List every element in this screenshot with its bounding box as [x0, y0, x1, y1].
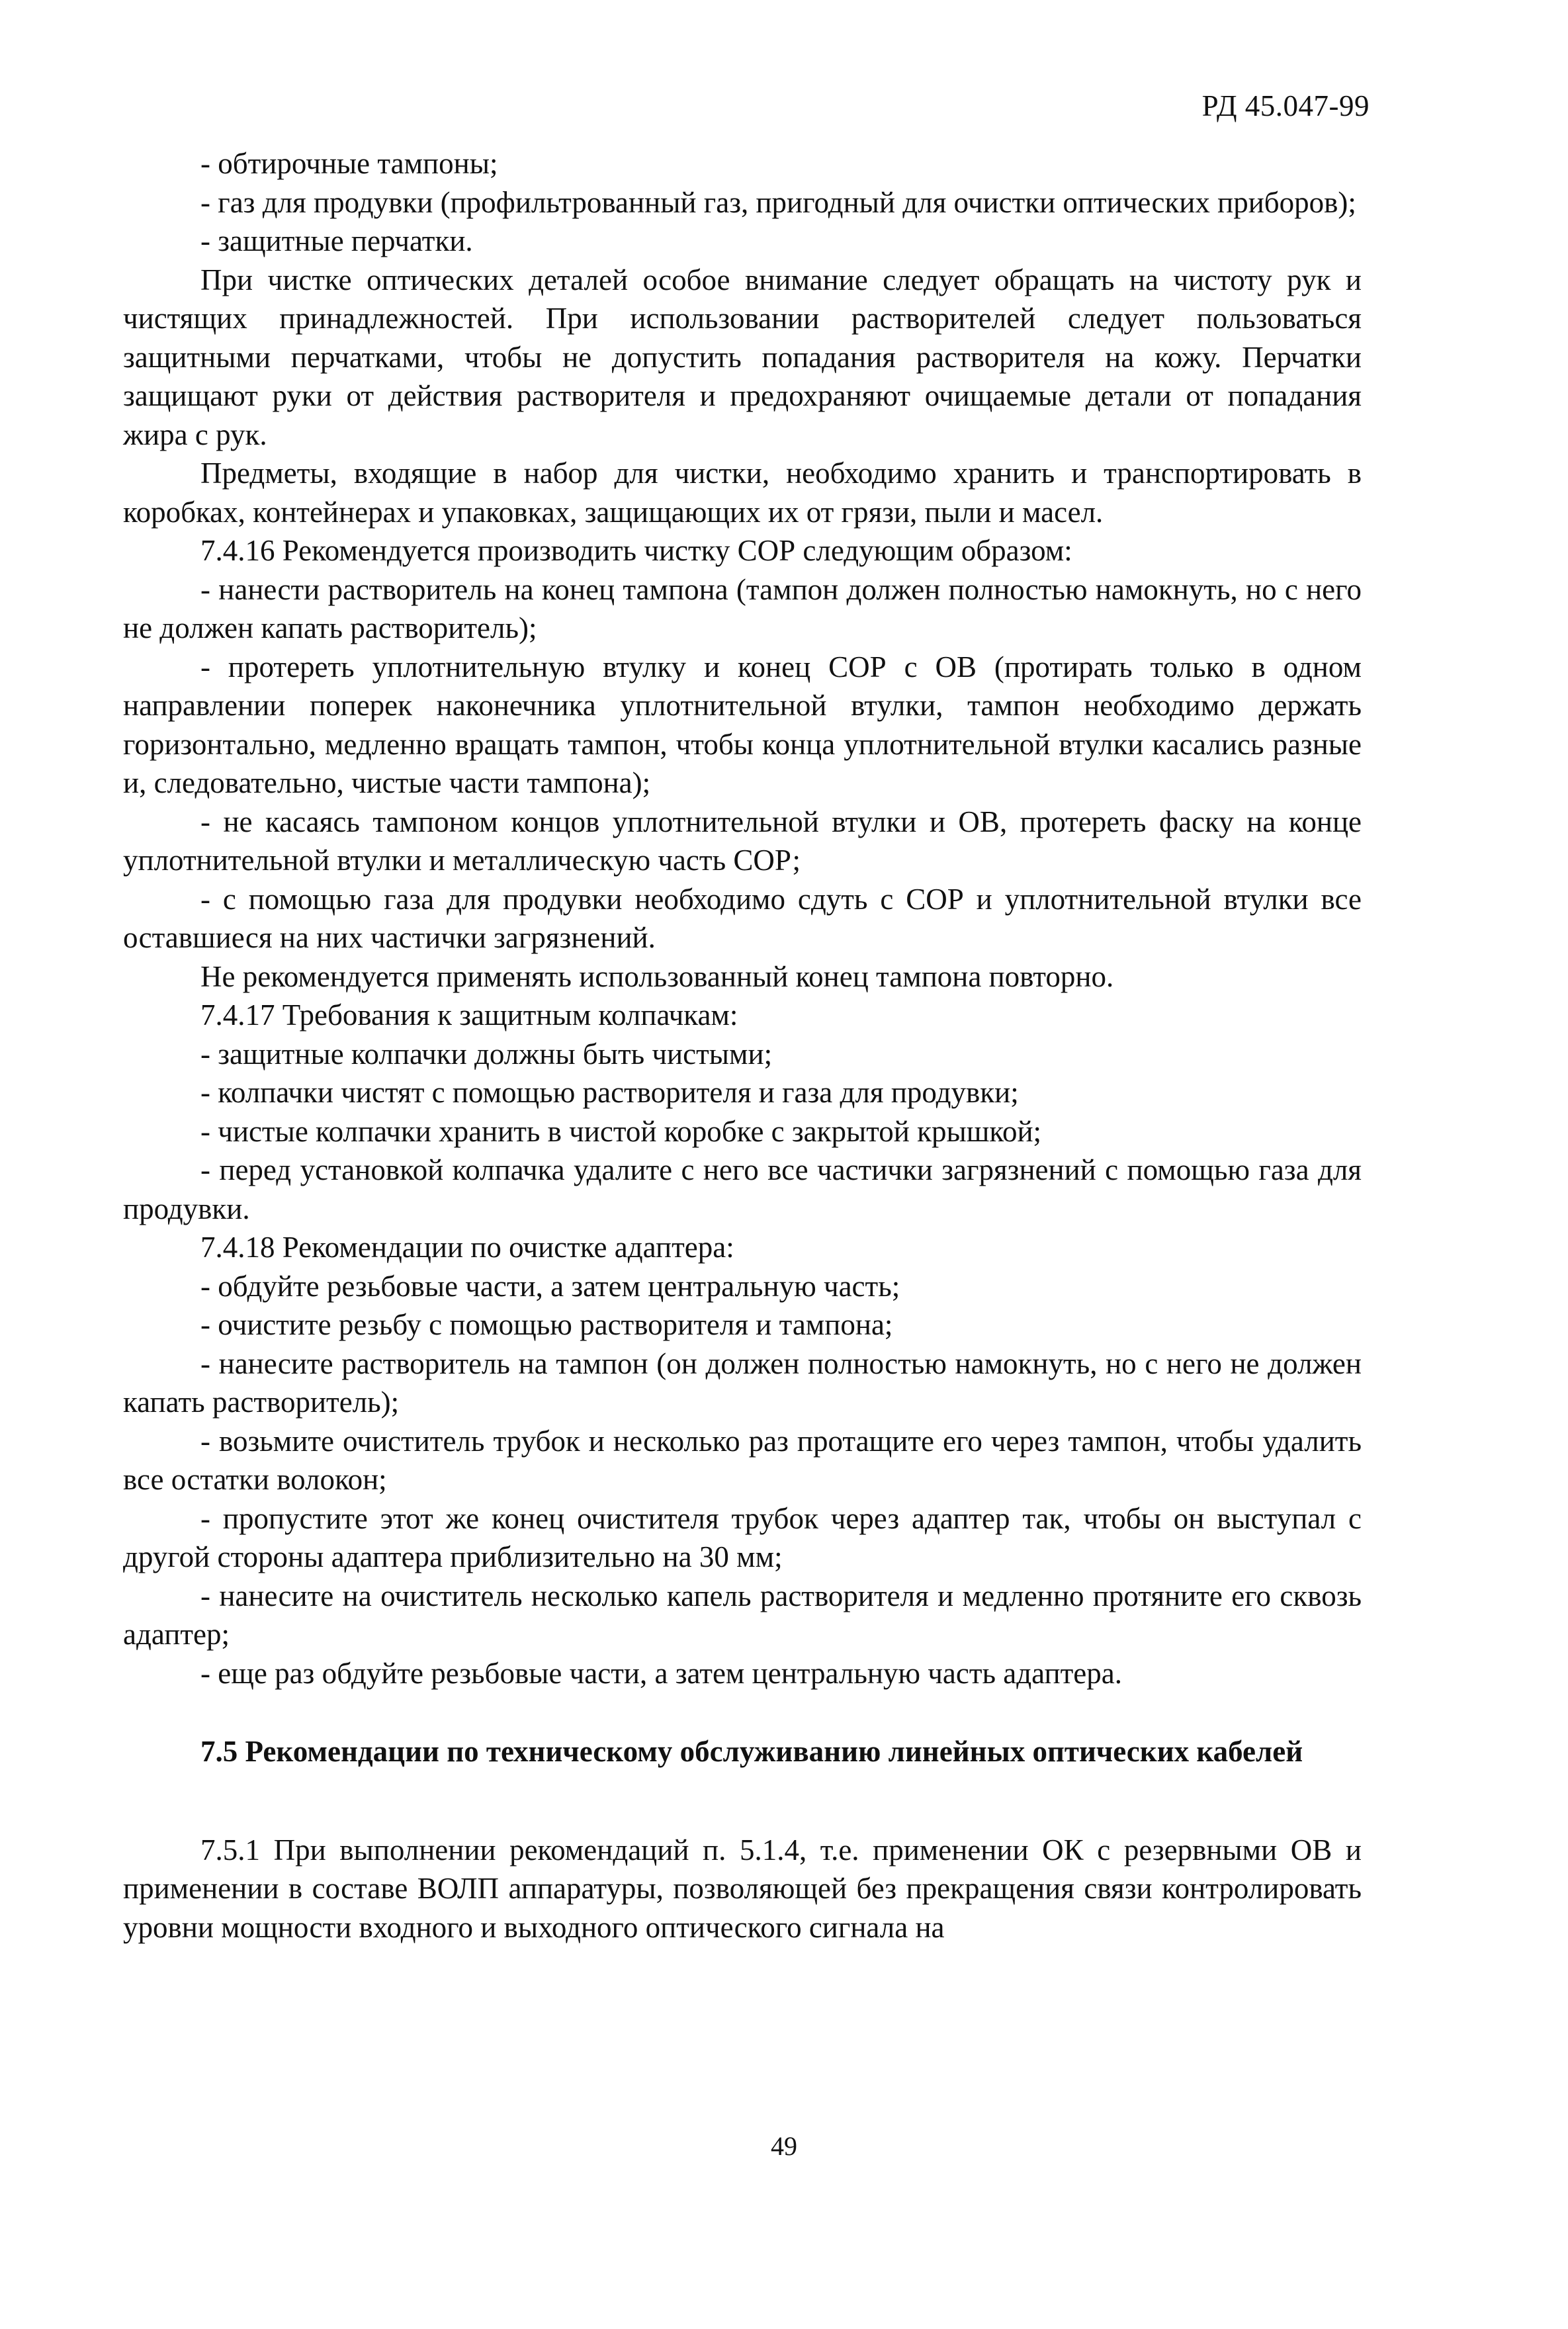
list-item: - нанесите растворитель на тампон (он должен полностью намокнуть, но с него не должен капать растворитель); — [123, 1346, 1362, 1419]
list-item: - защитные колпачки должны быть чистыми; — [200, 1037, 773, 1071]
clause-7-4-17: 7.4.17 Требования к защитным колпачкам: — [200, 998, 738, 1032]
list-item: - с помощью газа для продувки необходимо сдуть с СОР и уплотнительной втулки все оставшиеся на них частички загрязнений. — [123, 882, 1362, 954]
list-item: - перед установкой колпачка удалите с него все частички загрязнений с помощью газа для продувки. — [123, 1153, 1362, 1225]
list-item: - возьмите очиститель трубок и несколько раз протащите его через тампон, чтобы удалить все остатки волокон; — [123, 1424, 1362, 1496]
clause-7-4-16: 7.4.16 Рекомендуется производить чистку СОР следующим образом: — [200, 534, 1072, 567]
clause-7-4-18: 7.4.18 Рекомендации по очистке адаптера: — [200, 1231, 734, 1264]
document-code: РД 45.047-99 — [1201, 89, 1370, 122]
list-item: - обтирочные тампоны; — [200, 147, 498, 180]
list-item: - пропустите этот же конец очистителя трубок через адаптер так, чтобы он выступал с другой стороны адаптера приблизительно на 30 мм; — [123, 1501, 1362, 1573]
list-item: - защитные перчатки. — [200, 224, 473, 257]
page-number: 49 — [771, 2131, 797, 2161]
paragraph: Предметы, входящие в набор для чистки, необходимо хранить и транспортировать в коробках, контейнерах и упаковках, защищающих их от грязи, пыли и масел. — [123, 457, 1362, 529]
list-item: - обдуйте резьбовые части, а затем центральную часть; — [200, 1269, 900, 1303]
list-item: - очистите резьбу с помощью растворителя и тампона; — [200, 1308, 893, 1341]
clause-7-5-1: 7.5.1 При выполнении рекомендаций п. 5.1.4, т.е. применении ОК с резервными ОВ и применении в составе ВОЛП аппаратуры, позволяющей без прекращения связи контролировать уровни мощности входного и выходного оптического сигнала на — [123, 1833, 1362, 1944]
section-heading: 7.5 Рекомендации по техническому обслуживанию линейных оптических кабелей — [200, 1735, 1303, 1768]
list-item: - нанести растворитель на конец тампона (тампон должен полностью намокнуть, но с него не должен капать растворитель); — [123, 572, 1362, 644]
list-item: - чистые колпачки хранить в чистой коробке с закрытой крышкой; — [200, 1114, 1042, 1148]
list-item: - колпачки чистят с помощью растворителя и газа для продувки; — [200, 1076, 1019, 1109]
list-item: - газ для продувки (профильтрованный газ, пригодный для очистки оптических приборов); — [200, 185, 1356, 219]
list-item: - еще раз обдуйте резьбовые части, а затем центральную часть адаптера. — [200, 1656, 1123, 1690]
list-item: - не касаясь тампоном концов уплотнительной втулки и ОВ, протереть фаску на конце уплотнительной втулки и металлическую часть СОР; — [123, 805, 1362, 877]
list-item: - протереть уплотнительную втулку и конец СОР с ОВ (протирать только в одном направлении поперек наконечника уплотнительной втулки, тампон необходимо держать горизонтально, медленно вращать тампон, чтобы конца уплотнительной втулки касались разные и, следовательно, чистые части тампона); — [123, 650, 1362, 799]
list-item: - нанесите на очиститель несколько капель растворителя и медленно протяните его сквозь адаптер; — [123, 1579, 1362, 1651]
paragraph: При чистке оптических деталей особое внимание следует обращать на чистоту рук и чистящих принадлежностей. При использовании растворителей следует пользоваться защитными перчатками, чтобы не допустить попадания растворителя на кожу. Перчатки защищают руки от действия растворителя и предохраняют очищаемые детали от попадания жира с рук. — [123, 263, 1362, 451]
document-body — [123, 144, 1362, 1947]
paragraph: Не рекомендуется применять использованный конец тампона повторно. — [200, 959, 1114, 993]
